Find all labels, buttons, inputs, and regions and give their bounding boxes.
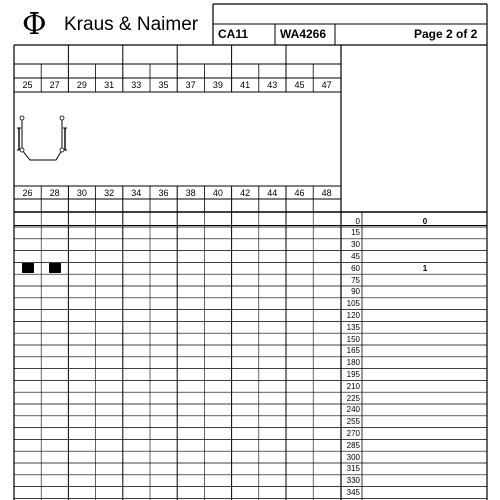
- terminal-label-top: 45: [294, 80, 305, 90]
- switch-position-label: 0: [422, 216, 428, 226]
- terminal-circle-icon: [60, 148, 64, 152]
- closed-contact-mark: [49, 263, 61, 273]
- closed-contact-mark: [22, 263, 34, 273]
- angle-label: 60: [351, 263, 360, 273]
- angle-label: 285: [346, 440, 360, 450]
- angle-label: 120: [346, 310, 360, 320]
- contact-bridge-icon: [22, 118, 62, 160]
- terminal-label-bottom: 30: [76, 188, 87, 198]
- drawing-number: WA4266: [280, 27, 327, 41]
- terminal-label-top: 47: [321, 80, 332, 90]
- angle-label: 180: [346, 358, 360, 368]
- terminal-label-bottom: 26: [22, 188, 33, 198]
- company-name: Kraus & Naimer: [64, 14, 199, 35]
- terminal-label-top: 27: [49, 80, 60, 90]
- page-number: Page 2 of 2: [414, 27, 478, 41]
- terminal-label-bottom: 32: [104, 188, 115, 198]
- terminal-label-top: 35: [158, 80, 169, 90]
- angle-label: 75: [351, 275, 360, 285]
- angle-label: 240: [346, 405, 360, 415]
- angle-label: 150: [346, 334, 360, 344]
- terminal-label-top: 37: [185, 80, 196, 90]
- angle-label: 255: [346, 417, 360, 427]
- terminal-label-top: 25: [22, 80, 33, 90]
- terminal-label-bottom: 44: [267, 188, 278, 198]
- angle-label: 15: [351, 228, 360, 238]
- switch-type: CA11: [218, 27, 249, 41]
- terminal-label-bottom: 28: [49, 188, 60, 198]
- terminal-label-bottom: 42: [240, 188, 251, 198]
- terminal-circle-icon: [20, 148, 24, 152]
- angle-label: 315: [346, 464, 360, 474]
- terminal-circle-icon: [20, 116, 24, 120]
- angle-label: 345: [346, 487, 360, 497]
- angle-label: 0: [355, 216, 360, 226]
- terminal-label-top: 29: [76, 80, 87, 90]
- angle-label: 195: [346, 369, 360, 379]
- terminal-label-top: 43: [267, 80, 278, 90]
- angle-label: 45: [351, 251, 360, 261]
- kraus-naimer-logo-icon: Φ: [22, 7, 47, 42]
- terminal-label-bottom: 40: [212, 188, 223, 198]
- terminal-label-top: 41: [240, 80, 251, 90]
- angle-label: 330: [346, 476, 360, 486]
- angle-label: 300: [346, 452, 360, 462]
- terminal-label-bottom: 48: [321, 188, 332, 198]
- angle-label: 270: [346, 428, 360, 438]
- terminal-label-bottom: 38: [185, 188, 196, 198]
- angle-label: 135: [346, 322, 360, 332]
- terminal-label-bottom: 34: [131, 188, 142, 198]
- angle-label: 30: [351, 240, 360, 250]
- terminal-label-bottom: 46: [294, 188, 305, 198]
- terminal-label-bottom: 36: [158, 188, 169, 198]
- angle-label: 90: [351, 287, 360, 297]
- terminal-circle-icon: [60, 116, 64, 120]
- angle-label: 225: [346, 393, 360, 403]
- angle-label: 210: [346, 381, 360, 391]
- terminal-label-top: 31: [104, 80, 115, 90]
- terminal-label-top: 39: [212, 80, 223, 90]
- terminal-label-top: 33: [131, 80, 142, 90]
- switch-position-label: 1: [422, 263, 428, 273]
- angle-label: 165: [346, 346, 360, 356]
- angle-label: 105: [346, 299, 360, 309]
